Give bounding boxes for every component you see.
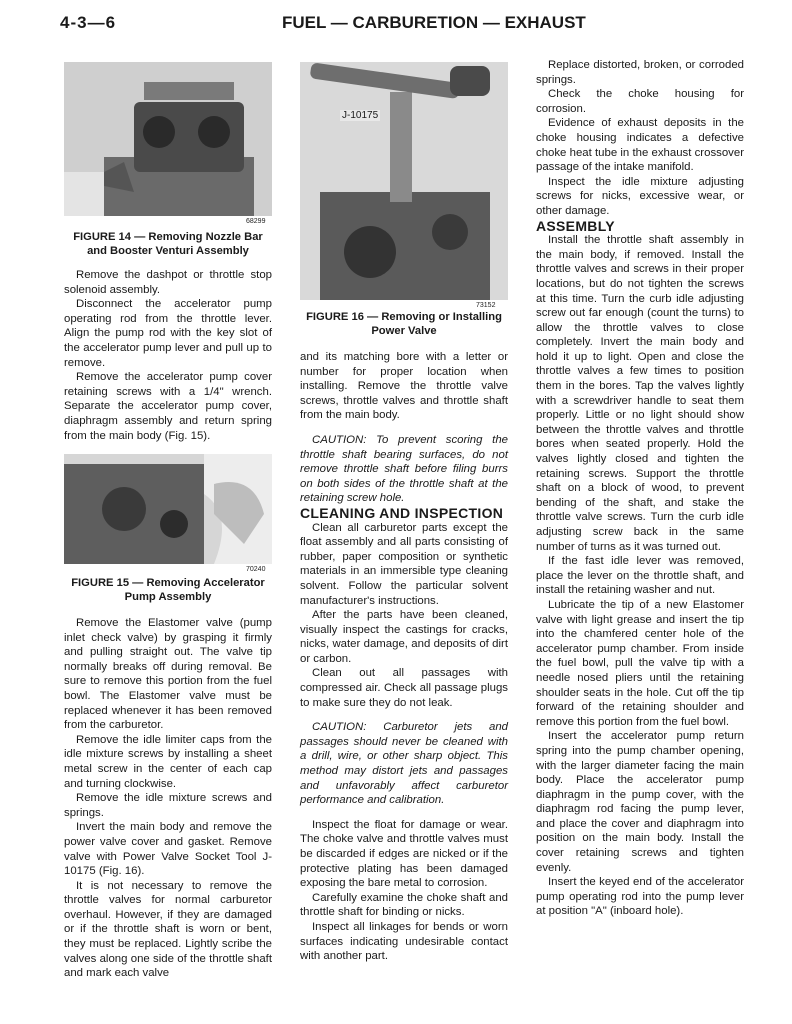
- column-3-text: [536, 58, 744, 919]
- figure-16-caption-line2: Power Valve: [371, 325, 437, 337]
- figure-14-caption-line1: FIGURE 14 — Removing Nozzle Bar: [73, 231, 263, 243]
- figure-16-caption-line1: FIGURE 16 — Removing or Installing: [306, 311, 502, 323]
- paragraph: Evidence of exhaust deposits in the choke housing indicates a defective choke heat tube in the exhaust crossover passage of the intake manifold.: [536, 117, 744, 174]
- figure-14-photo: [64, 62, 272, 216]
- paragraph: Remove the accelerator pump cover retaining screws with a 1/4" wrench. Separate the accelerator pump cover, diaphragm assembly and return spring from the main body (Fig. 15).: [64, 371, 272, 442]
- paragraph: Remove the dashpot or throttle stop solenoid assembly.: [64, 269, 272, 296]
- figure-16-number: 73152: [476, 302, 496, 309]
- figure-15-caption: [64, 576, 272, 604]
- paragraph: If the fast idle lever was removed, place the lever on the throttle shaft, and install the retaining washer and nut.: [536, 555, 744, 597]
- figure-14-caption: [64, 230, 272, 258]
- paragraph: Lubricate the tip of a new Elastomer valve with light grease and insert the tip into the chamfered center hole of the accelerator pump chamber. From inside the fuel bowl, pull the valve tip with a needle nosed pliers until the retaining shoulder seats in the hole. Cut off the tip forward of the retaining shoulder and remove this portion from the fuel bowl.: [536, 598, 744, 728]
- paragraph: Clean out all passages with compressed air. Check all passage plugs to make sure they do not leak.: [300, 667, 508, 709]
- figure-15-caption-line2: Pump Assembly: [124, 591, 212, 603]
- paragraph: Inspect the idle mixture adjusting screws for nicks, excessive wear, or other damage.: [536, 175, 744, 217]
- figure-16-photo: [300, 62, 508, 300]
- figure-15-photo: [64, 454, 272, 564]
- figure-16-caption: [300, 310, 508, 338]
- paragraph: Disconnect the accelerator pump operating rod from the throttle lever. Align the pump rod with the key slot of the accelerator pump lever and pull up to remove.: [64, 298, 272, 369]
- paragraph: Check the choke housing for corrosion.: [536, 88, 744, 115]
- figure-14-illustration: [64, 62, 272, 216]
- figure-16-illustration: [300, 62, 508, 300]
- caution-note: CAUTION: Carburetor jets and passages should never be cleaned with a drill, wire, or other sharp object. This method may distort jets and passages and unfavorably affect carburetor performance and calibration.: [300, 721, 508, 807]
- paragraph: and its matching bore with a letter or number for proper location when installing. Remove the throttle valve screws, throttle valves and throttle shaft from the main body.: [300, 351, 508, 422]
- paragraph: Remove the Elastomer valve (pump inlet check valve) by grasping it firmly and pulling straight out. The valve tip normally breaks off during removal. Be sure to remove this portion from the fuel bowl. The Elastomer valve must be replaced whenever it has been removed from the carburetor.: [64, 617, 272, 732]
- figure-14-caption-line2: and Booster Venturi Assembly: [87, 245, 249, 257]
- figure-14-number: 68299: [246, 218, 266, 225]
- paragraph: Inspect the float for damage or wear. The choke valve and throttle valves must be discarded if edges are nicked or if the protective plating has been damaged exposing the bare metal to corrosion.: [300, 818, 508, 890]
- paragraph: Carefully examine the choke shaft and throttle shaft for binding or nicks.: [300, 891, 508, 919]
- tool-label: J-10175: [342, 110, 379, 121]
- column-1-bottom-text: [64, 616, 272, 981]
- figure-15-number: 70240: [246, 566, 266, 573]
- paragraph: Inspect all linkages for bends or worn surfaces indicating undesirable contact with another part.: [300, 920, 508, 963]
- paragraph: Replace distorted, broken, or corroded springs.: [536, 59, 744, 86]
- figure-15-caption-line1: FIGURE 15 — Removing Accelerator: [71, 577, 265, 589]
- paragraph: Remove the idle mixture screws and springs.: [64, 792, 272, 819]
- paragraph: Clean all carburetor parts except the float assembly and all parts consisting of rubber, paper composition or synthetic materials in an immersible type cleaning solvent. Follow the particular solvent manufacturer's instructions.: [300, 521, 508, 607]
- paragraph: Insert the keyed end of the accelerator pump operating rod into the pump lever at position "A" (inboard hole).: [536, 876, 744, 918]
- column-1-top-text: [64, 268, 272, 443]
- section-heading-cleaning: CLEANING AND INSPECTION: [300, 504, 504, 521]
- paragraph: Install the throttle shaft assembly in the main body, if removed. Install the throttle valves and screws in their proper locations, but do not tighten the screws at this time. Turn the curb idle adjusting screw out far enough (count the turns) to allow the throttle valves to close completely. Invert the main body and hold it up to light. Open and close the throttle valves a few times to position them in the bores. Tap the valves lightly with a screwdriver handle to seat them properly. Little or no light should show between the throttle valves and throttle bores when seated properly. Hold the valves lightly closed and tighten the retaining screws. Support the throttle shaft on a block of wood, to prevent bending of the shaft, and stake the throttle valve screws. Turn the curb idle adjusting screw back in the same number of turns as it was turned out.: [536, 234, 744, 553]
- paragraph: Invert the main body and remove the power valve cover and gasket. Remove valve with Power Valve Socket Tool J-10175 (Fig. 16).: [64, 821, 272, 878]
- page-number: 4-3—6: [60, 13, 117, 32]
- paragraph: Insert the accelerator pump return spring into the pump chamber opening, with the larger diameter facing the main body. Place the accelerator pump diaphragm in the pump cover, with the diaphragm rod facing the pump lever, and place the cover and diaphragm into position on the main body. Install the cover retaining screws and tighten evenly.: [536, 730, 744, 874]
- figure-15-illustration: [64, 454, 272, 564]
- page-title: FUEL — CARBURETION — EXHAUST: [282, 13, 586, 32]
- column-2-text: [300, 350, 508, 964]
- paragraph: Remove the idle limiter caps from the idle mixture screws by installing a sheet metal screw in the center of each cap and turning clockwise.: [64, 733, 272, 790]
- paragraph: After the parts have been cleaned, visually inspect the castings for cracks, nicks, water damage, and deposits of dirt or carbon.: [300, 609, 508, 665]
- paragraph: It is not necessary to remove the throttle valves for normal carburetor overhaul. However, if they are damaged or if the throttle shaft is worn or bent, they must be replaced. Lightly scribe the valves along one side of the throttle shaft and mark each valve: [64, 879, 272, 980]
- section-heading-assembly: ASSEMBLY: [536, 217, 615, 234]
- caution-note: CAUTION: To prevent scoring the throttle shaft bearing surfaces, do not remove throttle shaft before filing burrs on both sides of the throttle shaft at the retaining screw hole.: [300, 433, 508, 505]
- page-header: [0, 10, 792, 38]
